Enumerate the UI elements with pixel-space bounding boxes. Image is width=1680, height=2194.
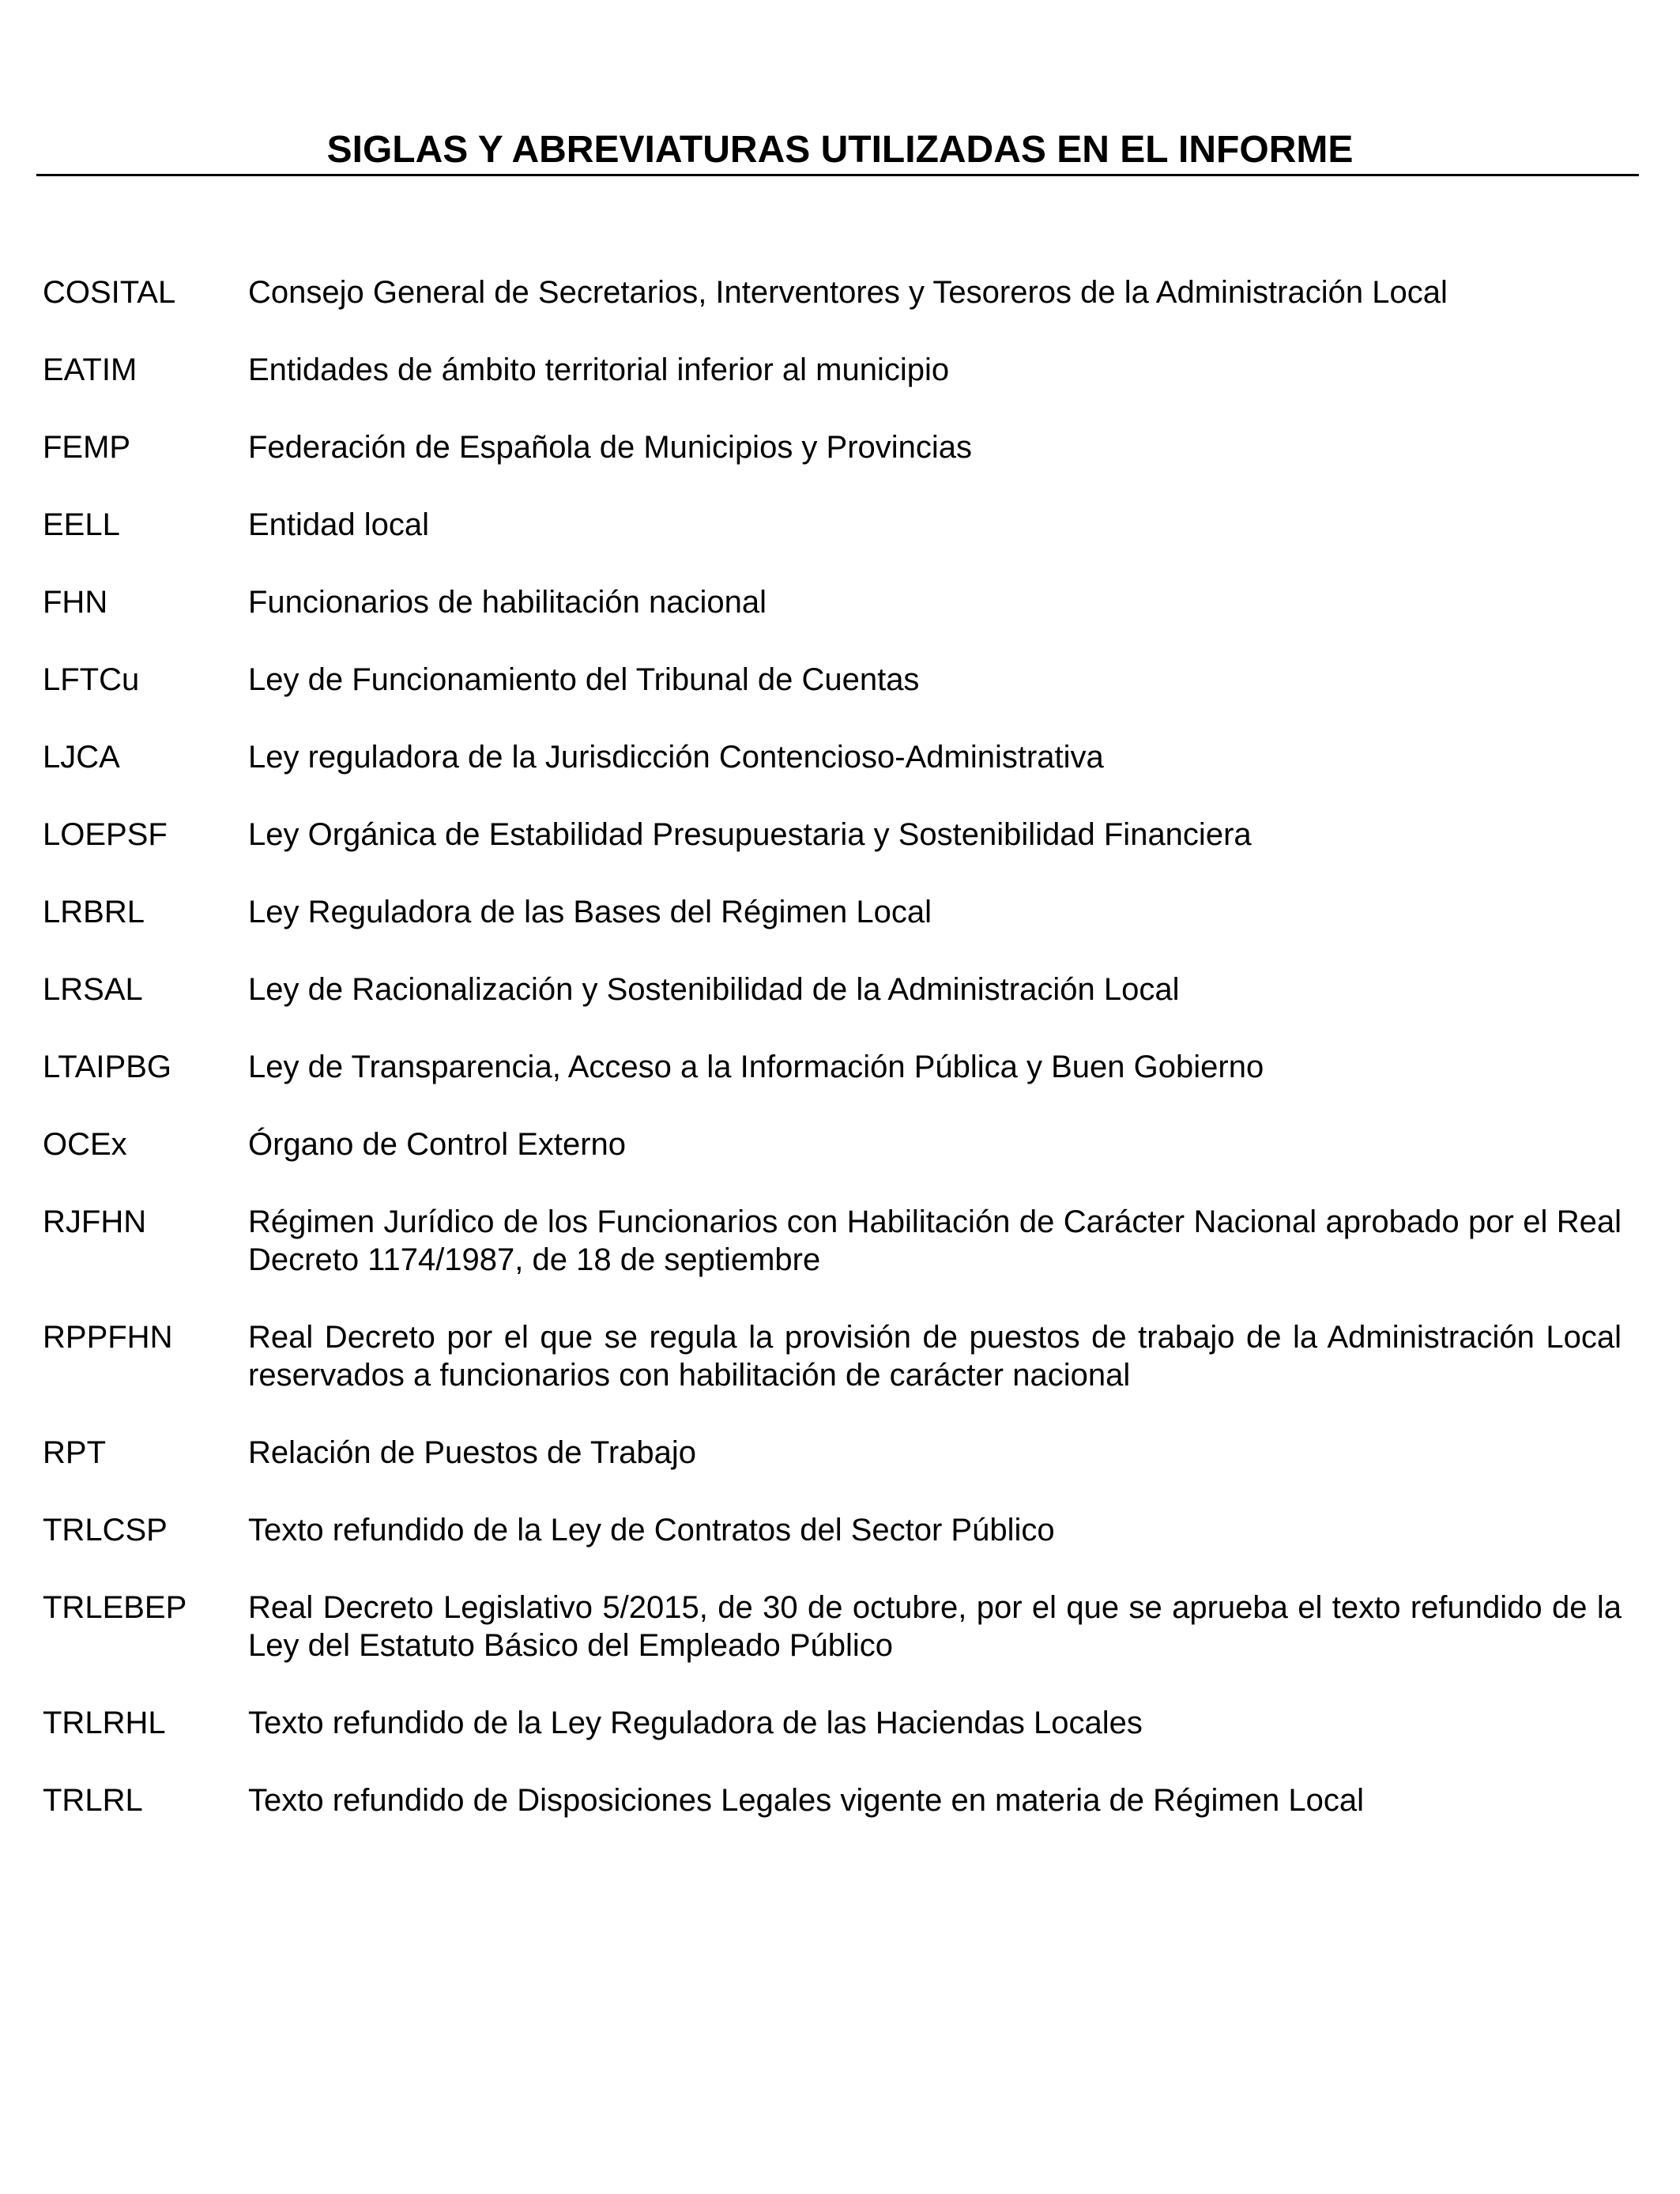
definition: Texto refundido de la Ley Reguladora de las Haciendas Locales [248, 1706, 1143, 1740]
abbreviation: EATIM [43, 352, 137, 387]
definition: Ley de Racionalización y Sostenibilidad de la Administración Local [248, 972, 1180, 1007]
list-item [43, 1318, 1622, 1394]
abbreviation: LJCA [43, 740, 120, 775]
definition: Texto refundido de Disposiciones Legales vigente en materia de Régimen Local [248, 1783, 1364, 1818]
definition: Real Decreto por el que se regula la provisión de puestos de trabajo de la Administración Local reservados a funcionarios con habilitación de carácter nacional [248, 1320, 1622, 1393]
list-item [43, 428, 1622, 466]
abbreviation: LRBRL [43, 895, 145, 929]
definition: Funcionarios de habilitación nacional [248, 585, 767, 620]
abbreviation: LOEPSF [43, 817, 168, 852]
definition: Texto refundido de la Ley de Contratos del Sector Público [248, 1513, 1055, 1547]
list-item [43, 1434, 1622, 1472]
list-item [43, 738, 1622, 776]
abbreviation: TRLEBEP [43, 1590, 187, 1625]
definition: Relación de Puestos de Trabajo [248, 1435, 697, 1470]
list-item [43, 816, 1622, 854]
list-item [43, 1781, 1622, 1819]
list-item [43, 506, 1622, 544]
abbreviation: RPT [43, 1435, 106, 1470]
abbreviation: FEMP [43, 430, 131, 465]
definition: Ley de Transparencia, Acceso a la Información Pública y Buen Gobierno [248, 1050, 1264, 1084]
list-item [43, 351, 1622, 389]
list-item [43, 1048, 1622, 1086]
list-item [43, 661, 1622, 699]
abbreviation: LFTCu [43, 662, 140, 697]
abbreviation: FHN [43, 585, 108, 620]
list-item [43, 971, 1622, 1008]
list-item [43, 583, 1622, 621]
abbreviation: OCEx [43, 1127, 127, 1162]
definition: Régimen Jurídico de los Funcionarios con Habilitación de Carácter Nacional aprobado por el Real Decreto 1174/1987, de 18 de septiembre [248, 1204, 1622, 1277]
definition: Entidad local [248, 507, 430, 542]
abbreviation: COSITAL [43, 275, 176, 310]
definition: Ley de Funcionamiento del Tribunal de Cuentas [248, 662, 920, 697]
abbreviation: TRLRL [43, 1783, 143, 1818]
definition: Ley Reguladora de las Bases del Régimen Local [248, 895, 932, 929]
page-title: SIGLAS Y ABREVIATURAS UTILIZADAS EN EL INFORME [326, 129, 1354, 171]
list-item [43, 1203, 1622, 1279]
abbreviation: LRSAL [43, 972, 143, 1007]
list-item [43, 893, 1622, 931]
list-item [43, 1125, 1622, 1163]
abbreviation-list [43, 273, 1622, 1859]
abbreviation: RPPFHN [43, 1320, 173, 1355]
list-item [43, 273, 1622, 311]
list-item [43, 1511, 1622, 1549]
definition: Federación de Española de Municipios y Provincias [248, 430, 973, 465]
abbreviation: TRLRHL [43, 1706, 166, 1740]
list-item [43, 1704, 1622, 1742]
definition: Órgano de Control Externo [248, 1127, 627, 1162]
definition: Entidades de ámbito territorial inferior al municipio [248, 352, 950, 387]
abbreviation: EELL [43, 507, 120, 542]
definition: Consejo General de Secretarios, Interventores y Tesoreros de la Administración Local [248, 275, 1448, 310]
abbreviation: RJFHN [43, 1204, 147, 1239]
list-item [43, 1589, 1622, 1664]
abbreviation: TRLCSP [43, 1513, 168, 1547]
definition: Ley Orgánica de Estabilidad Presupuestaria y Sostenibilidad Financiera [248, 817, 1252, 852]
abbreviation: LTAIPBG [43, 1050, 172, 1084]
definition: Real Decreto Legislativo 5/2015, de 30 de octubre, por el que se aprueba el texto refundido de la Ley del Estatuto Básico del Empleado Público [248, 1590, 1622, 1663]
title-divider [36, 174, 1639, 176]
definition: Ley reguladora de la Jurisdicción Contencioso-Administrativa [248, 740, 1104, 775]
